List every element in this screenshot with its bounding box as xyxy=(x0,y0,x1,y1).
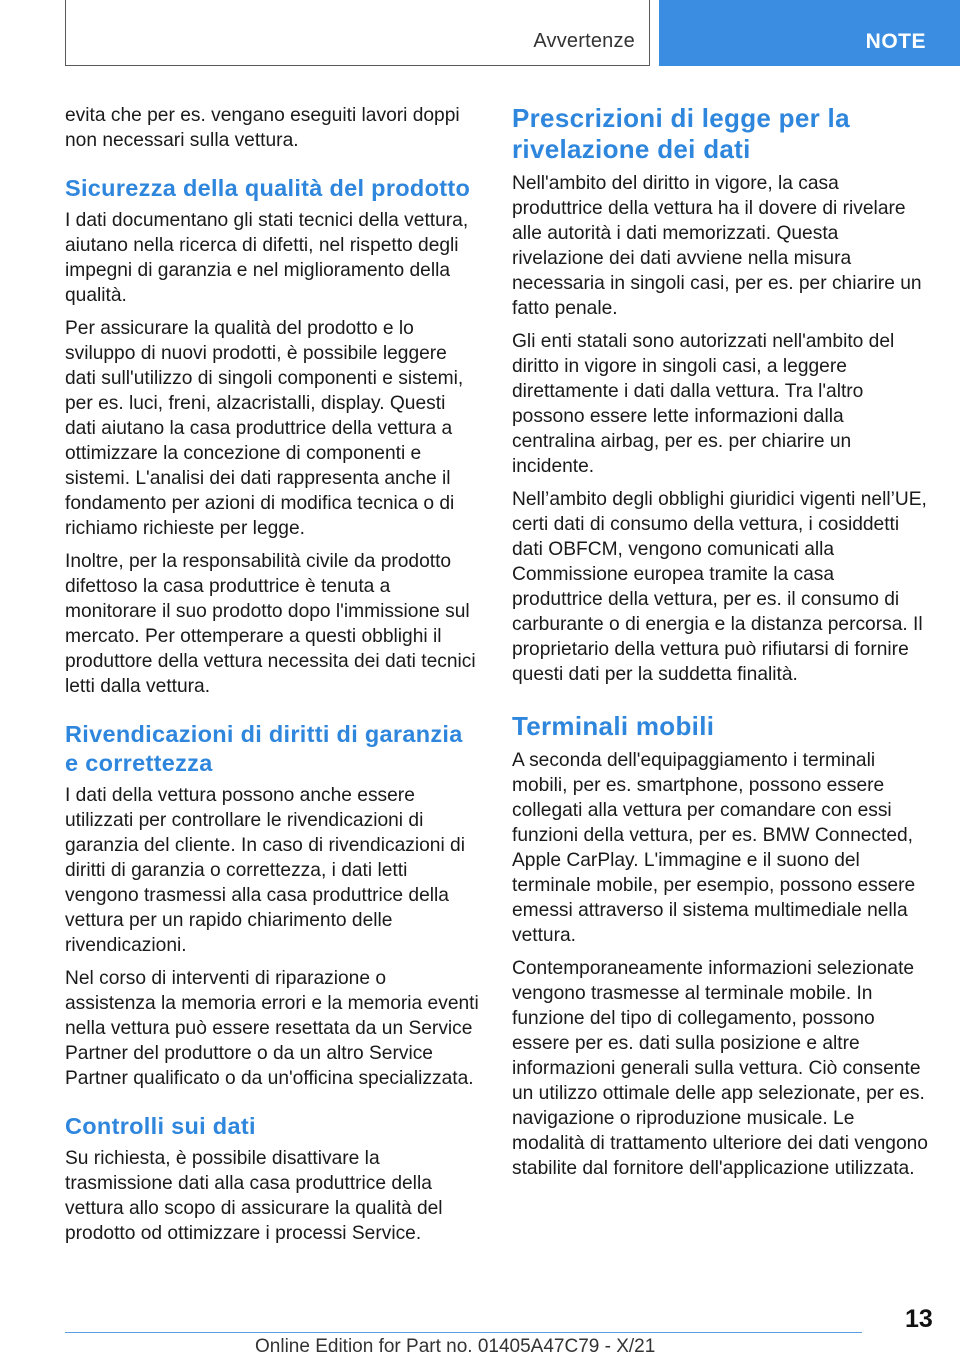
chapter-tab[interactable] xyxy=(659,0,960,66)
section-heading: Prescrizioni di legge per la rivelazione dei dati xyxy=(512,103,850,164)
page-number: 13 xyxy=(905,1305,933,1333)
section-heading: Controlli sui dati xyxy=(65,1113,256,1139)
right-column xyxy=(512,103,930,1189)
paragraph: Nel corso di interventi di riparazione o assistenza la memoria errori e la memoria eventi nella vettura può essere resettata da un Service Partner del produttore o da un altro Service Partner qualificato o da un'officina specializzata. xyxy=(65,968,479,1089)
section-heading: Sicurezza della qualità del prodotto xyxy=(65,175,471,201)
paragraph: Gli enti statali sono autorizzati nell'ambito del diritto in vigore in singoli casi, a leggere direttamente i dati dalla vettura. Tra l'altro possono essere lette informazioni dalla centralina airbag, per es. per chiarire un incidente. xyxy=(512,331,895,477)
chapter-tab-label: NOTE xyxy=(865,30,926,53)
paragraph: Inoltre, per la responsabilità civile da prodotto difettoso la casa produttrice è tenuta a monitorare il suo prodotto dopo l'immissione sul mercato. Per ottemperare a questi obblighi il produttore della vettura necessita dei dati tecnici letti dalla vettura. xyxy=(65,551,476,697)
section-title: Avvertenze xyxy=(533,30,635,52)
paragraph: I dati della vettura possono anche essere utilizzati per controllare le rivendicazioni di garanzia del cliente. In caso di rivendicazioni di diritti di garanzia o correttezza, i dati letti vengono trasmessi alla casa produttrice della vettura per un rapido chiarimento delle rivendicazioni. xyxy=(65,785,465,956)
paragraph: A seconda dell'equipaggiamento i terminali mobili, per es. smartphone, possono essere collegati alla vettura per comandare con essi funzioni della vettura, per es. BMW Connected, Apple CarPlay. L'immagine e il suono del terminale mobile, per esempio, possono essere emessi attraverso il sistema multimediale nella vettura. xyxy=(512,750,916,946)
left-column xyxy=(65,103,480,1254)
section-heading: Terminali mobili xyxy=(512,711,715,741)
paragraph: evita che per es. vengano eseguiti lavori doppi non necessari sulla vettura. xyxy=(65,105,460,151)
paragraph: Nell’ambito degli obblighi giuridici vigenti nell’UE, certi dati di consumo della vettura, i cosiddetti dati OBFCM, vengono comunicati alla Commissione europea tramite la casa produttrice della vettura, per es. il consumo di carburante o di energia e la distanza percorsa. Il proprietario della vettura può rifiutarsi di fornire questi dati per la suddetta finalità. xyxy=(512,489,927,685)
edition-note: Online Edition for Part no. 01405A47C79 - X/21 xyxy=(255,1336,656,1357)
footer-divider xyxy=(65,1332,862,1333)
paragraph: Per assicurare la qualità del prodotto e lo sviluppo di nuovi prodotti, è possibile leggere dati sull'utilizzo di singoli componenti e sistemi, per es. luci, freni, alzacristalli, display. Questi dati aiutano la casa produttrice della vettura a ottimizzare la concezione di componenti e sistemi. L'analisi dei dati rappresenta anche il fondamento per azioni di modifica tecnica o di richiamo richieste per legge. xyxy=(65,318,464,539)
page-header xyxy=(0,0,960,66)
paragraph: Nell'ambito del diritto in vigore, la casa produttrice della vettura ha il dovere di rivelare alle autorità i dati memorizzati. Questa rivelazione dei dati avviene nella misura necessaria in singoli casi, per es. per chiarire un fatto penale. xyxy=(512,173,922,319)
section-heading: Rivendicazioni di diritti di garanzia e correttezza xyxy=(65,721,463,776)
paragraph: Su richiesta, è possibile disattivare la trasmissione dati alla casa produttrice della vettura allo scopo di assicurare la qualità del prodotto od ottimizzare i processi Service. xyxy=(65,1148,443,1244)
paragraph: Contemporaneamente informazioni selezionate vengono trasmesse al terminale mobile. In funzione del tipo di collegamento, possono essere per es. dati sulla posizione e altre informazioni generali sulla vettura. Ciò consente un utilizzo ottimale delle app selezionate, per es. navigazione o riproduzione musicale. Le modalità di trattamento ulteriore dei dati vengono stabilite dal fornitore dell'applicazione utilizzata. xyxy=(512,958,928,1179)
paragraph: I dati documentano gli stati tecnici della vettura, aiutano nella ricerca di difetti, nel rispetto degli impegni di garanzia e nel miglioramento della qualità. xyxy=(65,210,469,306)
header-section-box xyxy=(65,0,650,66)
